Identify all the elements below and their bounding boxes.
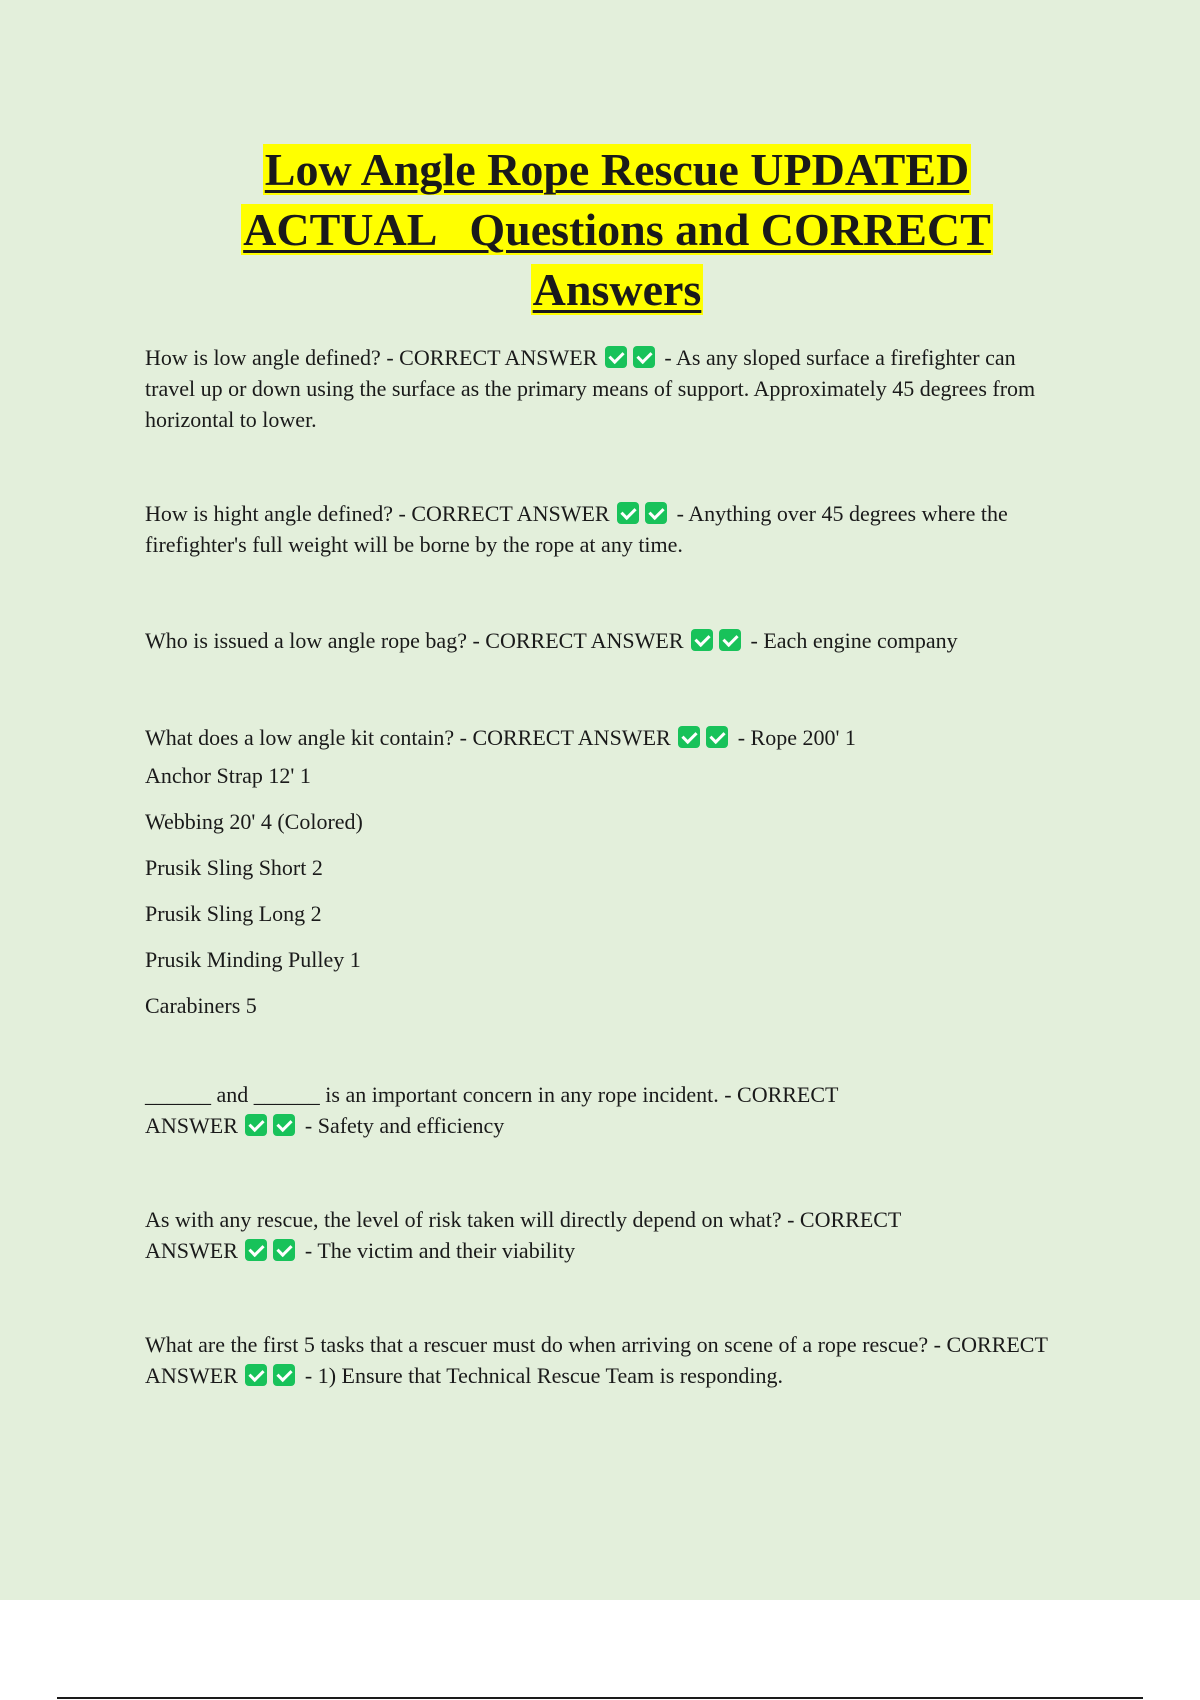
document-title xyxy=(140,140,1094,320)
qa-item xyxy=(145,1329,1070,1391)
check-mark-button-icon xyxy=(273,1114,295,1136)
footer-divider xyxy=(57,1697,1143,1699)
qa-item xyxy=(145,1079,925,1141)
check-mark-button-icon xyxy=(706,726,728,748)
question-text: ______ and ______ is an important concern in any rope incident. - CORRECT ANSWER xyxy=(145,1082,839,1138)
qa-item xyxy=(145,498,1070,560)
check-mark-button-icon xyxy=(245,1114,267,1136)
check-mark-button-icon xyxy=(245,1239,267,1261)
list-item: Webbing 20' 4 (Colored) xyxy=(145,809,363,834)
qa-item xyxy=(145,722,1070,753)
list-item: Carabiners 5 xyxy=(145,993,257,1018)
title-line: Answers xyxy=(532,264,702,315)
check-mark-button-icon xyxy=(273,1364,295,1386)
title-line: ACTUAL Questions and CORRECT xyxy=(243,204,991,255)
check-mark-button-icon xyxy=(617,502,639,524)
question-text: How is hight angle defined? - CORRECT ANSWER xyxy=(145,501,610,526)
list-item: Prusik Sling Long 2 xyxy=(145,901,322,926)
list-item: Prusik Sling Short 2 xyxy=(145,855,323,880)
check-mark-button-icon xyxy=(633,346,655,368)
check-mark-button-icon xyxy=(678,726,700,748)
answer-text: - Anything over 45 degrees where the firefighter's full weight will be borne by the rope at any time. xyxy=(145,501,1008,557)
answer-text: - Rope 200' 1 xyxy=(737,725,856,750)
list-item: Anchor Strap 12' 1 xyxy=(145,763,311,788)
qa-item xyxy=(145,625,1070,656)
check-mark-button-icon xyxy=(605,346,627,368)
check-mark-button-icon xyxy=(245,1364,267,1386)
qa-item xyxy=(145,1204,995,1266)
answer-text: - Each engine company xyxy=(750,628,958,653)
check-mark-button-icon xyxy=(273,1239,295,1261)
question-text: Who is issued a low angle rope bag? - CORRECT ANSWER xyxy=(145,628,684,653)
check-mark-button-icon xyxy=(645,502,667,524)
check-mark-button-icon xyxy=(691,629,713,651)
qa-item xyxy=(145,342,1070,435)
title-line: Low Angle Rope Rescue UPDATED xyxy=(264,144,970,195)
question-text: How is low angle defined? - CORRECT ANSWER xyxy=(145,345,598,370)
answer-text: - 1) Ensure that Technical Rescue Team is responding. xyxy=(304,1363,784,1388)
answer-text: - The victim and their viability xyxy=(304,1238,576,1263)
question-text: What are the first 5 tasks that a rescuer must do when arriving on scene of a rope rescue? - CORRECT ANSWER xyxy=(145,1332,1048,1388)
question-text: What does a low angle kit contain? - CORRECT ANSWER xyxy=(145,725,671,750)
qa-list xyxy=(145,342,1070,1391)
check-mark-button-icon xyxy=(719,629,741,651)
kit-contents-list xyxy=(145,753,1070,1029)
answer-text: - Safety and efficiency xyxy=(304,1113,505,1138)
list-item: Prusik Minding Pulley 1 xyxy=(145,947,361,972)
answer-text: - As any sloped surface a firefighter can travel up or down using the surface as the primary means of support. Approximately 45 degrees from horizontal to lower. xyxy=(145,345,1036,432)
question-text: As with any rescue, the level of risk taken will directly depend on what? - CORRECT ANSWER xyxy=(145,1207,901,1263)
